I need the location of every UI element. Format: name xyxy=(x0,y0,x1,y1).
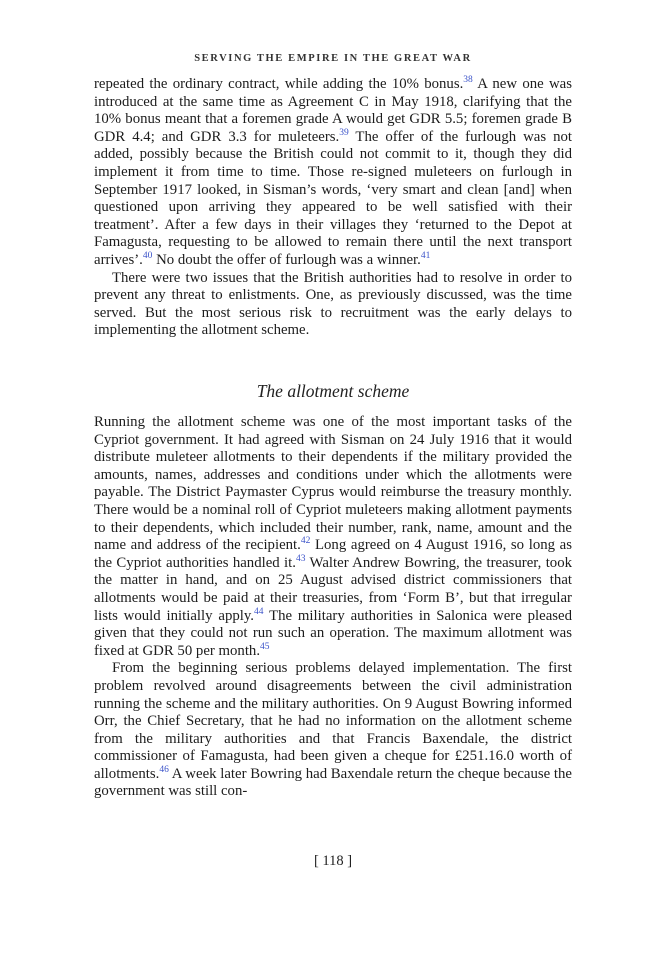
running-head: SERVING THE EMPIRE IN THE GREAT WAR xyxy=(194,53,472,64)
paragraph xyxy=(94,76,572,270)
section-heading: The allotment scheme xyxy=(256,381,410,401)
text-run: From the beginning serious problems delayed implementation. The first problem revolved around disagreements between the civil administration running the scheme and the military authorities. On 9 August Bowring informed Orr, the Chief Secretary, that he had no information on the allotment scheme from the military authorities and that Francis Baxendale, the district commissioner of Famagusta, had been given a cheque for £251.16.0 worth of allotments. xyxy=(94,660,572,782)
text-run: There were two issues that the British authorities had to resolve in order to prevent any threat to enlistments. One, as previously discussed, was the time served. But the most serious risk to recruitment was the early delays to implementing the allotment scheme. xyxy=(94,269,572,339)
text-run: The offer of the furlough was not added, possibly because the British could not commit to it, though they did implement it from time to time. Those re-signed muleteers on furlough in September 1917 looked, in Sisman’s words, ‘very smart and clean [and] when questioned upon arriving they appeared to be well satisfied with their treatment’. After a few days in their villages they ‘returned to the Depot at Famagusta, requesting to be allowed to remain there until the next transport arrives’. xyxy=(94,128,572,268)
text-run: Walter Andrew Bowring, the treasurer, took the matter in hand, and on 25 August advised district commissioners that allotments would be paid at their treasuries, from ‘Form B’, but that irregular lists would initially apply. xyxy=(94,554,573,624)
footnote-reference[interactable]: 43 xyxy=(295,553,306,564)
footnote-reference[interactable]: 44 xyxy=(254,606,264,617)
text-run: A new one was introduced at the same time as Agreement C in May 1918, clarifying that the 10% bonus meant that a foremen grade A would get GDR 5.5; foremen grade B GDR 4.4; and GDR 3.3 for muleteers. xyxy=(94,76,572,145)
text-run: Long agreed on 4 August 1916, so long as the Cypriot authorities handled it. xyxy=(94,537,572,571)
paragraph xyxy=(94,414,572,660)
text-run: repeated the ordinary contract, while adding the 10% bonus. xyxy=(94,76,464,92)
footnote-reference[interactable]: 46 xyxy=(159,764,169,775)
text-run: The military authorities in Salonica were pleased given that they could not run such an operation. The maximum allotment was fixed at GDR 50 per month. xyxy=(94,607,572,659)
footnote-reference[interactable]: 40 xyxy=(142,251,153,262)
page-number: [ 118 ] xyxy=(313,853,353,869)
footnote-reference[interactable]: 38 xyxy=(463,75,473,86)
text-run: Running the allotment scheme was one of the most important tasks of the Cypriot government. It had agreed with Sisman on 24 July 1916 that it would distribute muleteer allotments to their dependents if the military provided the amounts, names, addresses and conditions under which the allotments were payable. The District Paymaster Cyprus would reimburse the treasury monthly. There would be a nominal roll of Cypriot muleteers making allotment payments to their dependents, which included their number, rank, name, amount and the name and address of the recipient. xyxy=(94,414,572,554)
paragraph xyxy=(94,270,572,340)
text-block-upper xyxy=(94,76,572,340)
paragraph xyxy=(94,660,572,801)
footnote-reference[interactable]: 45 xyxy=(260,641,270,652)
text-run: No doubt the offer of furlough was a winner. xyxy=(152,251,421,268)
text-run: A week later Bowring had Baxendale return the cheque because the government was still con- xyxy=(94,765,572,800)
footnote-reference[interactable]: 39 xyxy=(339,127,349,138)
text-block-lower xyxy=(94,414,572,801)
footnote-reference[interactable]: 42 xyxy=(300,536,311,547)
footnote-reference[interactable]: 41 xyxy=(420,251,431,262)
